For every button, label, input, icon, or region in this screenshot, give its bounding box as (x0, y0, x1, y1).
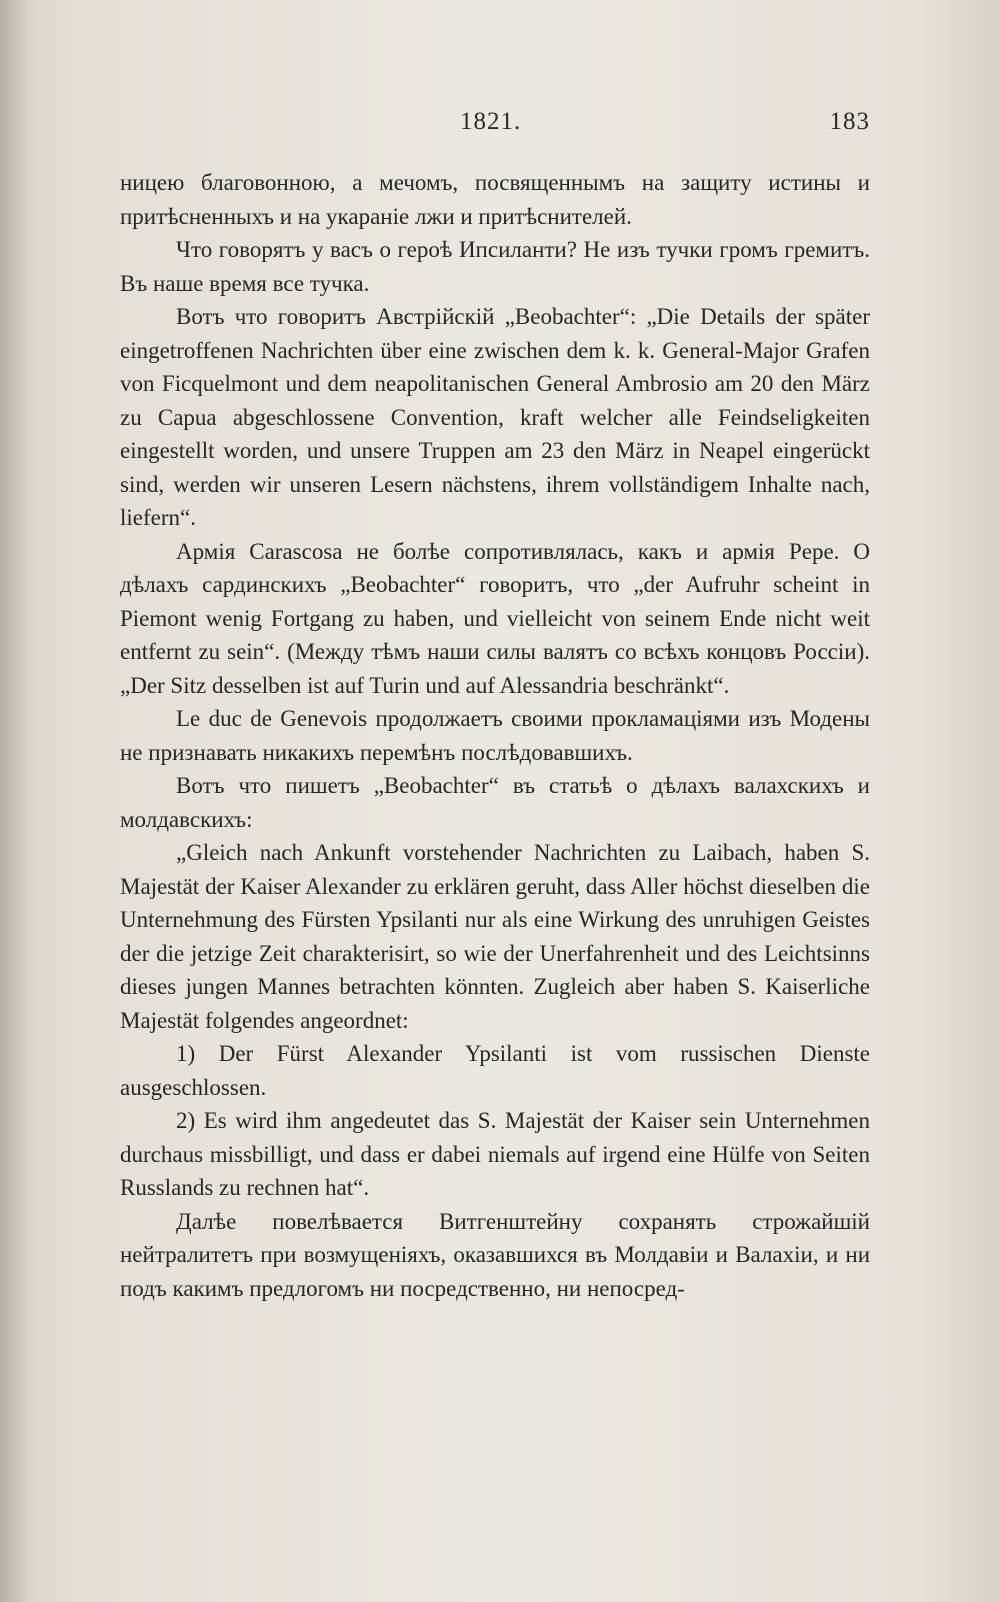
paragraph: Вотъ что пишетъ „Beobachter“ въ статьѣ о дѣлахъ валахскихъ и молдавскихъ: (120, 773, 870, 832)
paragraph: Что говорятъ у васъ о героѣ Ипсиланти? Не изъ тучки громъ гремитъ. Въ наше время все тучка. (120, 237, 870, 296)
page-number: 183 (829, 108, 870, 135)
paragraph: Le duc de Genevois продолжаетъ своими прокламаціями изъ Модены не признавать никакихъ перемѣнъ послѣдовавшихъ. (120, 706, 870, 765)
running-head (120, 108, 870, 144)
paragraph: Вотъ что говоритъ Австрійскій „Beobachter“: „Die Details der später eingetroffenen Nachrichten über eine zwischen dem k. k. General-Major Grafen von Ficquelmont und dem neapolitanischen General Ambrosio am 20 den März zu Capua abgeschlossene Convention, kraft welcher alle Feindseligkeiten eingestellt worden, und unsere Truppen am 23 den März in Neapel eingerückt sind, werden wir unseren Lesern nächstens, ihrem vollständigem Inhalte nach, liefern“. (120, 304, 870, 530)
paragraph: Армія Carascosa не болѣе сопротивлялась, какъ и армія Pepe. О дѣлахъ сардинскихъ „Beobachter“ говоритъ, что „der Aufruhr scheint in Piemont wenig Fortgang zu haben, und vielleicht von seinem Ende nicht weit entfernt zu sein“. (Между тѣмъ наши силы валятъ со всѣхъ концовъ Россіи). „Der Sitz desselben ist auf Turin und auf Alessandria beschränkt“. (120, 538, 870, 698)
paragraph-continuation: ницею благовонною, а мечомъ, посвященнымъ на защиту истины и притѣсненныхъ и на укараніе лжи и притѣснителей. (120, 170, 870, 229)
list-item: 2) Es wird ihm angedeutet das S. Majestät der Kaiser sein Unternehmen durchaus missbilligt, und dass er dabei niemals auf irgend eine Hülfe von Seiten Russlands zu rechnen hat“. (120, 1108, 870, 1200)
running-head-year: 1821. (460, 108, 522, 135)
paragraph: Далѣе повелѣвается Витгенштейну сохранять строжайшій нейтралитетъ при возмущеніяхъ, оказавшихся въ Молдавіи и Валахіи, и ни подъ какимъ предлогомъ ни посредственно, ни непосред- (120, 1208, 870, 1301)
paragraph-quote: „Gleich nach Ankunft vorstehender Nachrichten zu Laibach, haben S. Majestät der Kaiser Alexander zu erklären geruht, dass Aller höchst dieselben die Unternehmung des Fürsten Ypsilanti nur als eine Wirkung des unruhigen Geistes der die jetzige Zeit charakterisirt, so wie der Unerfahrenheit und des Leichtsinns dieses jungen Mannes betrachten könnten. Zugleich aber haben S. Kaiserliche Majestät folgendes angeordnet: (120, 840, 870, 1033)
spine-shadow (0, 0, 30, 1602)
body-text (120, 166, 870, 1305)
list-item: 1) Der Fürst Alexander Ypsilanti ist vom russischen Dienste ausgeschlossen. (120, 1041, 870, 1100)
